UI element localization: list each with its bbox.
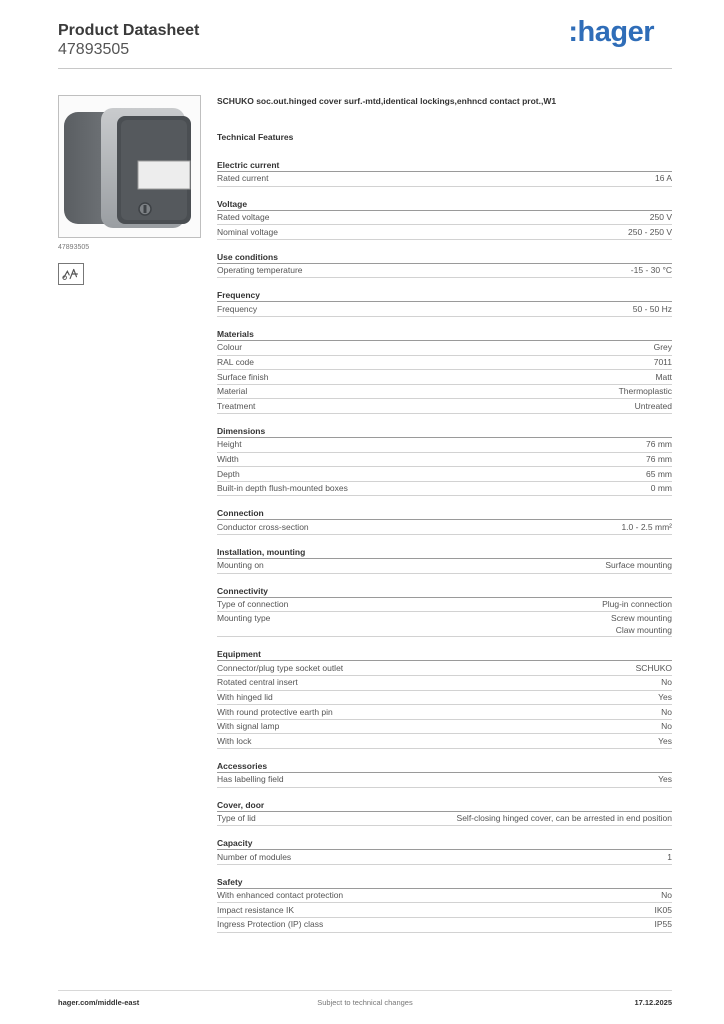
spec-label: Has labelling field bbox=[217, 774, 284, 785]
spec-label: Depth bbox=[217, 468, 240, 479]
datasheet-content bbox=[217, 96, 672, 943]
page-title: Product Datasheet bbox=[58, 22, 200, 39]
spec-row bbox=[217, 773, 672, 788]
header-divider bbox=[58, 68, 672, 69]
spec-row bbox=[217, 676, 672, 691]
spec-value: 7011 bbox=[653, 356, 672, 367]
spec-row bbox=[217, 370, 672, 385]
spec-label: Treatment bbox=[217, 400, 256, 411]
spec-label: With round protective earth pin bbox=[217, 706, 333, 717]
spec-label: Rated current bbox=[217, 173, 269, 184]
spec-row bbox=[217, 705, 672, 720]
spec-row bbox=[217, 903, 672, 918]
feature-section bbox=[217, 545, 672, 574]
spec-value: -15 - 30 °C bbox=[630, 265, 672, 276]
spec-row bbox=[217, 889, 672, 904]
spec-label: Material bbox=[217, 386, 248, 397]
spec-row bbox=[217, 399, 672, 414]
spec-value: No bbox=[661, 677, 672, 688]
footer-website-link[interactable]: hager.com/middle-east bbox=[58, 998, 140, 1007]
spec-label: With lock bbox=[217, 735, 252, 746]
spec-label: Rated voltage bbox=[217, 211, 270, 222]
spec-row bbox=[217, 211, 672, 226]
spec-value: No bbox=[661, 890, 672, 901]
spec-label: Mounting type bbox=[217, 613, 271, 624]
feature-section bbox=[217, 197, 672, 240]
spec-value: Yes bbox=[658, 692, 672, 703]
spec-value: 1 bbox=[667, 851, 672, 862]
spec-label: With signal lamp bbox=[217, 721, 280, 732]
page-header bbox=[58, 16, 672, 67]
section-title: Connection bbox=[217, 506, 672, 520]
section-title: Use conditions bbox=[217, 250, 672, 264]
spec-row bbox=[217, 734, 672, 749]
spec-value: 250 - 250 V bbox=[628, 226, 672, 237]
feature-sections bbox=[217, 158, 672, 933]
certification-symbol-icon bbox=[58, 263, 84, 285]
surface-mounted-socket-outlet-icon bbox=[59, 96, 200, 237]
spec-value: 65 mm bbox=[646, 468, 672, 479]
spec-row bbox=[217, 438, 672, 453]
spec-row bbox=[217, 612, 672, 637]
feature-section bbox=[217, 506, 672, 535]
spec-row bbox=[217, 520, 672, 535]
section-title: Cover, door bbox=[217, 798, 672, 812]
spec-row bbox=[217, 720, 672, 735]
section-title: Materials bbox=[217, 327, 672, 341]
spec-row bbox=[217, 661, 672, 676]
spec-row bbox=[217, 385, 672, 400]
spec-value: Self-closing hinged cover, can be arrested in end position bbox=[456, 813, 672, 824]
technical-features-heading: Technical Features bbox=[217, 132, 294, 142]
spec-row bbox=[217, 918, 672, 933]
spec-label: Frequency bbox=[217, 303, 258, 314]
spec-label: Colour bbox=[217, 342, 243, 353]
spec-value: Grey bbox=[653, 342, 672, 353]
spec-value: No bbox=[661, 721, 672, 732]
spec-label: Number of modules bbox=[217, 851, 292, 862]
page-footer bbox=[58, 998, 672, 1010]
spec-label: Surface finish bbox=[217, 371, 269, 382]
spec-label: Conductor cross-section bbox=[217, 521, 309, 532]
feature-section bbox=[217, 584, 672, 638]
spec-row bbox=[217, 467, 672, 482]
feature-section bbox=[217, 798, 672, 827]
section-title: Accessories bbox=[217, 759, 672, 773]
spec-row bbox=[217, 356, 672, 371]
spec-label: With enhanced contact protection bbox=[217, 890, 344, 901]
spec-label: Height bbox=[217, 439, 242, 450]
spec-row bbox=[217, 264, 672, 279]
spec-row bbox=[217, 482, 672, 497]
spec-label: Connector/plug type socket outlet bbox=[217, 662, 344, 673]
section-title: Capacity bbox=[217, 836, 672, 850]
product-number: 47893505 bbox=[58, 41, 130, 58]
spec-value: 250 V bbox=[649, 211, 672, 222]
spec-row bbox=[217, 559, 672, 574]
section-title: Installation, mounting bbox=[217, 545, 672, 559]
spec-value: Plug-in connection bbox=[602, 598, 672, 609]
spec-row bbox=[217, 453, 672, 468]
section-title: Frequency bbox=[217, 288, 672, 302]
feature-section bbox=[217, 424, 672, 496]
hager-logo: :hager bbox=[568, 16, 654, 48]
feature-section bbox=[217, 647, 672, 749]
feature-section bbox=[217, 836, 672, 865]
section-title: Electric current bbox=[217, 158, 672, 172]
spec-row bbox=[217, 598, 672, 613]
spec-value: IP55 bbox=[654, 919, 672, 930]
spec-row bbox=[217, 225, 672, 240]
spec-row bbox=[217, 812, 672, 827]
spec-value: Yes bbox=[658, 735, 672, 746]
footer-date: 17.12.2025 bbox=[634, 998, 672, 1007]
spec-value: Thermoplastic bbox=[618, 386, 672, 397]
feature-section bbox=[217, 250, 672, 279]
spec-value: 0 mm bbox=[650, 483, 672, 494]
spec-label: Rotated central insert bbox=[217, 677, 298, 688]
spec-value: SCHUKO bbox=[635, 662, 672, 673]
spec-row bbox=[217, 341, 672, 356]
spec-row bbox=[217, 850, 672, 865]
section-title: Dimensions bbox=[217, 424, 672, 438]
product-description: SCHUKO soc.out.hinged cover surf.-mtd,identical lockings,enhncd contact prot.,W1 bbox=[217, 96, 557, 106]
feature-section bbox=[217, 875, 672, 933]
section-title: Voltage bbox=[217, 197, 672, 211]
spec-value: Surface mounting bbox=[605, 560, 672, 571]
footer-divider bbox=[58, 990, 672, 991]
feature-section bbox=[217, 759, 672, 788]
spec-label: RAL code bbox=[217, 356, 255, 367]
spec-value: 76 mm bbox=[646, 453, 672, 464]
spec-value: 50 - 50 Hz bbox=[632, 303, 672, 314]
spec-value: IK05 bbox=[654, 904, 672, 915]
spec-value: Untreated bbox=[634, 400, 672, 411]
spec-value: 16 A bbox=[654, 173, 672, 184]
feature-section bbox=[217, 288, 672, 317]
spec-label: Ingress Protection (IP) class bbox=[217, 919, 324, 930]
spec-value: 76 mm bbox=[646, 439, 672, 450]
spec-label: Operating temperature bbox=[217, 265, 303, 276]
spec-label: Built-in depth flush-mounted boxes bbox=[217, 483, 348, 494]
spec-value: Screw mounting Claw mounting bbox=[611, 613, 672, 635]
footer-notice: Subject to technical changes bbox=[317, 998, 413, 1007]
feature-section bbox=[217, 327, 672, 414]
spec-label: Type of lid bbox=[217, 813, 256, 824]
product-image bbox=[58, 95, 201, 238]
spec-label: Type of connection bbox=[217, 598, 289, 609]
spec-row bbox=[217, 172, 672, 187]
spec-label: Impact resistance IK bbox=[217, 904, 295, 915]
spec-label: With hinged lid bbox=[217, 692, 273, 703]
image-caption: 47893505 bbox=[58, 244, 90, 251]
spec-value: Yes bbox=[658, 774, 672, 785]
spec-label: Mounting on bbox=[217, 560, 264, 571]
feature-section bbox=[217, 158, 672, 187]
spec-value: 1.0 - 2.5 mm² bbox=[621, 521, 672, 532]
spec-label: Width bbox=[217, 453, 239, 464]
spec-row bbox=[217, 691, 672, 706]
spec-value: No bbox=[661, 706, 672, 717]
section-title: Connectivity bbox=[217, 584, 672, 598]
section-title: Equipment bbox=[217, 647, 672, 661]
spec-value: Matt bbox=[655, 371, 672, 382]
spec-label: Nominal voltage bbox=[217, 226, 278, 237]
spec-row bbox=[217, 302, 672, 317]
section-title: Safety bbox=[217, 875, 672, 889]
